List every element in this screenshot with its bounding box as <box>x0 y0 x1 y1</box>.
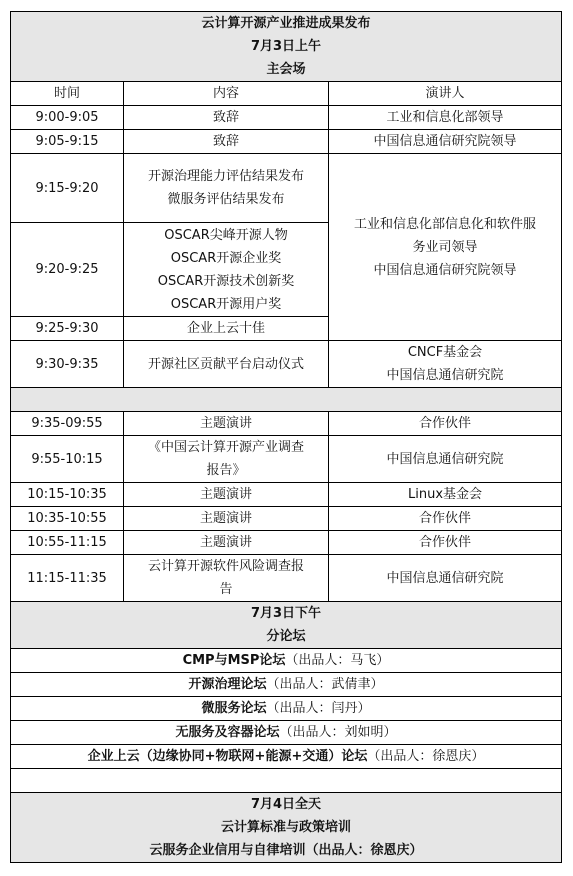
content-line: 微服务评估结果发布 <box>167 192 285 207</box>
content-line: OSCAR开源技术创新奖 <box>157 273 295 289</box>
content-cell: 主题演讲 <box>124 507 329 531</box>
content-line: 云计算开源软件风险调查报 <box>147 559 304 574</box>
forum-cell <box>11 745 562 769</box>
event-title: 云计算开源产业推进成果发布 <box>201 16 371 31</box>
speaker-line: 务业司领导 <box>412 239 478 255</box>
column-header-content: 内容 <box>124 82 329 106</box>
content-line: 《中国云计算开源产业调查 <box>147 440 304 455</box>
forum-producer: （出品人：闫丹） <box>266 701 371 716</box>
column-header-row <box>11 82 562 106</box>
session-date: 7月3日下午 <box>250 606 322 621</box>
afternoon-header-row <box>11 602 562 649</box>
content-line: OSCAR开源用户奖 <box>170 296 282 312</box>
time-cell: 9:05-9:15 <box>11 130 124 154</box>
table-row <box>11 555 562 602</box>
schedule-table <box>10 11 562 863</box>
empty-cell <box>11 769 562 793</box>
content-cell <box>124 555 329 602</box>
table-row <box>11 436 562 483</box>
speaker-cell: Linux基金会 <box>329 483 562 507</box>
speaker-line: 工业和信息化部信息化和软件服 <box>354 216 537 232</box>
speaker-cell: 合作伙伴 <box>329 531 562 555</box>
content-cell: 致辞 <box>124 130 329 154</box>
separator-cell <box>11 388 562 412</box>
time-cell: 9:55-10:15 <box>11 436 124 483</box>
session-title: 分论坛 <box>266 629 306 644</box>
time-cell: 10:35-10:55 <box>11 507 124 531</box>
table-row <box>11 483 562 507</box>
schedule-document <box>10 11 561 863</box>
time-cell: 9:25-9:30 <box>11 317 124 341</box>
table-row <box>11 130 562 154</box>
time-cell: 9:35-09:55 <box>11 412 124 436</box>
table-row <box>11 154 562 223</box>
speaker-line: 中国信息通信研究院 <box>386 368 504 383</box>
forum-row <box>11 745 562 769</box>
speaker-cell: 合作伙伴 <box>329 412 562 436</box>
content-line: 报告》 <box>206 463 246 478</box>
column-header-time: 时间 <box>11 82 124 106</box>
speaker-cell <box>329 341 562 388</box>
forum-producer: （出品人：徐恩庆） <box>367 749 485 764</box>
content-cell: 主题演讲 <box>124 412 329 436</box>
time-cell: 10:15-10:35 <box>11 483 124 507</box>
table-row <box>11 341 562 388</box>
content-cell: 开源社区贡献平台启动仪式 <box>124 341 329 388</box>
content-cell: 企业上云十佳 <box>124 317 329 341</box>
speaker-cell: 工业和信息化部领导 <box>329 106 562 130</box>
venue-label: 主会场 <box>266 62 306 77</box>
day2-row <box>11 793 562 863</box>
content-line: OSCAR开源企业奖 <box>170 250 282 266</box>
speaker-cell: 中国信息通信研究院领导 <box>329 130 562 154</box>
forum-name: 企业上云（边缘协同+物联网+能源+交通）论坛 <box>87 749 368 764</box>
afternoon-header-cell <box>11 602 562 649</box>
time-cell: 9:15-9:20 <box>11 154 124 223</box>
merged-speaker-cell <box>329 154 562 341</box>
forum-row <box>11 721 562 745</box>
training-line: 云计算标准与政策培训 <box>221 820 352 835</box>
forum-name: 无服务及容器论坛 <box>175 725 280 740</box>
training-line: 云服务企业信用与自律培训（出品人：徐恩庆） <box>149 843 423 858</box>
table-row <box>11 412 562 436</box>
session-date: 7月4日全天 <box>250 797 322 812</box>
forum-producer: （出品人：刘如明） <box>279 725 397 740</box>
speaker-cell: 中国信息通信研究院 <box>329 555 562 602</box>
speaker-line: 中国信息通信研究院领导 <box>373 262 517 278</box>
forum-cell <box>11 673 562 697</box>
time-cell: 10:55-11:15 <box>11 531 124 555</box>
content-cell: 主题演讲 <box>124 483 329 507</box>
forum-name: 开源治理论坛 <box>188 677 267 692</box>
forum-cell <box>11 697 562 721</box>
forum-cell <box>11 649 562 673</box>
forum-row <box>11 697 562 721</box>
separator-row <box>11 388 562 412</box>
header-row <box>11 12 562 82</box>
day2-cell <box>11 793 562 863</box>
forum-row <box>11 673 562 697</box>
speaker-cell: 中国信息通信研究院 <box>329 436 562 483</box>
empty-row <box>11 769 562 793</box>
time-cell: 9:00-9:05 <box>11 106 124 130</box>
speaker-line: CNCF基金会 <box>407 345 483 360</box>
content-cell: 主题演讲 <box>124 531 329 555</box>
time-cell: 11:15-11:35 <box>11 555 124 602</box>
forum-name: CMP与MSP论坛 <box>182 653 286 668</box>
speaker-cell: 合作伙伴 <box>329 507 562 531</box>
time-cell: 9:30-9:35 <box>11 341 124 388</box>
forum-cell <box>11 721 562 745</box>
forum-name: 微服务论坛 <box>201 701 267 716</box>
table-row <box>11 507 562 531</box>
table-row <box>11 531 562 555</box>
forum-row <box>11 649 562 673</box>
content-cell: 致辞 <box>124 106 329 130</box>
forum-producer: （出品人：武倩聿） <box>266 677 384 692</box>
time-cell: 9:20-9:25 <box>11 223 124 317</box>
header-cell <box>11 12 562 82</box>
table-row <box>11 106 562 130</box>
content-line: 开源治理能力评估结果发布 <box>147 169 304 184</box>
content-cell <box>124 154 329 223</box>
column-header-speaker: 演讲人 <box>329 82 562 106</box>
content-line: OSCAR尖峰开源人物 <box>164 227 288 243</box>
content-cell <box>124 436 329 483</box>
content-line: 告 <box>219 582 233 597</box>
forum-producer: （出品人：马飞） <box>285 653 390 668</box>
session-date: 7月3日上午 <box>250 39 322 54</box>
content-cell <box>124 223 329 317</box>
